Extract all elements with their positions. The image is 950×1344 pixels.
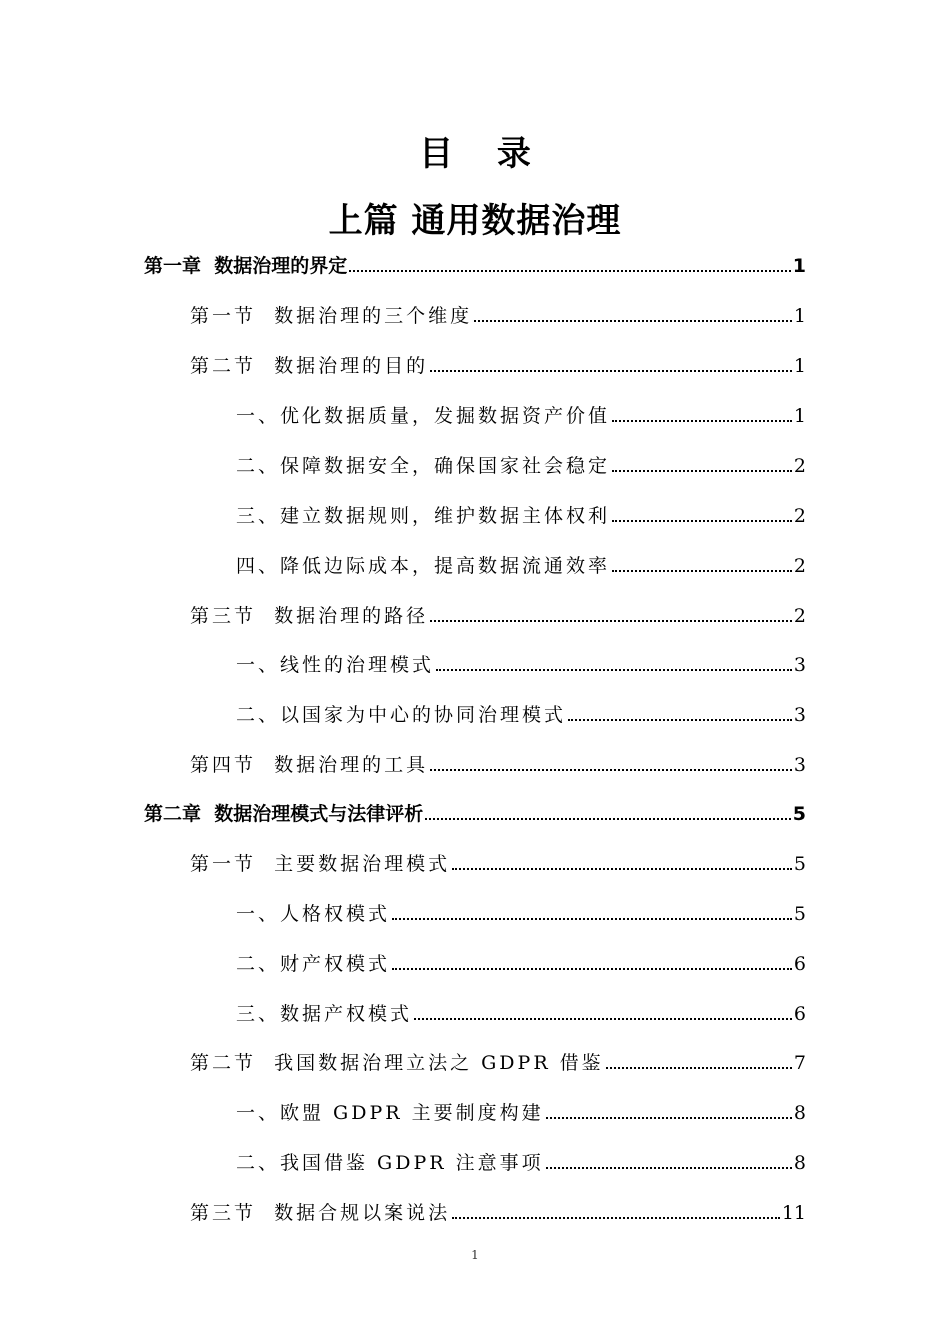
toc-entry-label: 一、线性的治理模式	[236, 654, 435, 676]
toc-entry-subsection[interactable]	[236, 647, 806, 677]
toc-entry-label: 三、数据产权模式	[236, 1003, 413, 1025]
toc-entry-section[interactable]	[190, 846, 806, 876]
toc-entry-chapter[interactable]	[144, 796, 806, 826]
toc-entry-label: 四、降低边际成本，提高数据流通效率	[236, 555, 611, 577]
toc-entry-subsection[interactable]	[236, 996, 806, 1026]
toc-entry-page: 5	[793, 853, 806, 875]
toc-entry-page: 2	[793, 505, 806, 527]
dot-leader	[452, 868, 792, 870]
toc-entry-label: 第三节 数据治理的路径	[190, 605, 429, 627]
toc-entry-subsection[interactable]	[236, 498, 806, 528]
toc-entry-label: 第二节 数据治理的目的	[190, 355, 429, 377]
toc-entry-page: 5	[793, 903, 806, 925]
dot-leader	[606, 1067, 792, 1069]
toc-entry-label: 第一章 数据治理的界定	[144, 255, 348, 277]
toc-entry-label: 二、我国借鉴 GDPR 注意事项	[236, 1152, 544, 1174]
toc-entry-subsection[interactable]	[236, 697, 806, 727]
toc-entry-subsection[interactable]	[236, 1145, 806, 1175]
toc-entry-chapter[interactable]	[144, 248, 806, 278]
dot-leader	[430, 370, 792, 372]
dot-leader	[430, 620, 792, 622]
toc-entry-page: 5	[792, 803, 806, 825]
dot-leader	[392, 968, 792, 970]
toc-entry-page: 1	[793, 355, 806, 377]
dot-leader	[414, 1018, 792, 1020]
dot-leader	[392, 918, 792, 920]
dot-leader	[474, 320, 792, 322]
toc-entry-label: 第一节 主要数据治理模式	[190, 853, 451, 875]
dot-leader	[546, 1167, 792, 1169]
toc-entry-subsection[interactable]	[236, 896, 806, 926]
page-number: 1	[471, 1248, 479, 1262]
toc-entry-label: 一、优化数据质量，发掘数据资产价值	[236, 405, 611, 427]
toc-entry-page: 6	[793, 1003, 806, 1025]
dot-leader	[425, 818, 791, 820]
toc-entry-page: 11	[781, 1202, 806, 1224]
dot-leader	[612, 470, 792, 472]
toc-entry-label: 第二章 数据治理模式与法律评析	[144, 803, 424, 825]
toc-entry-label: 一、欧盟 GDPR 主要制度构建	[236, 1102, 544, 1124]
toc-entry-label: 第二节 我国数据治理立法之 GDPR 借鉴	[190, 1052, 604, 1074]
toc-entry-page: 1	[793, 305, 806, 327]
toc-title: 目 录	[419, 134, 547, 174]
dot-leader	[430, 769, 792, 771]
toc-entry-section[interactable]	[190, 747, 806, 777]
toc-entry-page: 1	[793, 405, 806, 427]
toc-entry-label: 第四节 数据治理的工具	[190, 754, 429, 776]
toc-entry-page: 1	[792, 255, 806, 277]
toc-entry-subsection[interactable]	[236, 398, 806, 428]
toc-entry-section[interactable]	[190, 348, 806, 378]
toc-entry-label: 三、建立数据规则，维护数据主体权利	[236, 505, 611, 527]
dot-leader	[612, 420, 792, 422]
toc-entry-page: 8	[793, 1102, 806, 1124]
toc-entry-section[interactable]	[190, 298, 806, 328]
toc-entry-section[interactable]	[190, 598, 806, 628]
toc-entry-page: 2	[793, 555, 806, 577]
toc-entry-label: 一、人格权模式	[236, 903, 391, 925]
toc-entry-label: 第一节 数据治理的三个维度	[190, 305, 473, 327]
toc-entry-page: 2	[793, 605, 806, 627]
toc-entry-page: 3	[793, 704, 806, 726]
dot-leader	[568, 719, 792, 721]
dot-leader	[546, 1117, 792, 1119]
dot-leader	[349, 270, 791, 272]
toc-entry-page: 3	[793, 654, 806, 676]
toc-entry-section[interactable]	[190, 1045, 806, 1075]
toc-entry-subsection[interactable]	[236, 548, 806, 578]
dot-leader	[612, 520, 792, 522]
toc-entry-page: 2	[793, 455, 806, 477]
dot-leader	[436, 669, 792, 671]
part-title: 上篇 通用数据治理	[328, 201, 622, 241]
toc-entry-page: 6	[793, 953, 806, 975]
toc-entry-label: 第三节 数据合规以案说法	[190, 1202, 451, 1224]
toc-entry-subsection[interactable]	[236, 946, 806, 976]
dot-leader	[452, 1217, 780, 1219]
toc-entry-page: 3	[793, 754, 806, 776]
toc-entry-subsection[interactable]	[236, 448, 806, 478]
toc-entry-subsection[interactable]	[236, 1095, 806, 1125]
toc-entry-page: 8	[793, 1152, 806, 1174]
toc-entry-page: 7	[793, 1052, 806, 1074]
dot-leader	[612, 570, 792, 572]
toc-entry-label: 二、保障数据安全，确保国家社会稳定	[236, 455, 611, 477]
toc-entry-label: 二、以国家为中心的协同治理模式	[236, 704, 567, 726]
toc-entry-label: 二、财产权模式	[236, 953, 391, 975]
toc-entry-section[interactable]	[190, 1195, 806, 1225]
